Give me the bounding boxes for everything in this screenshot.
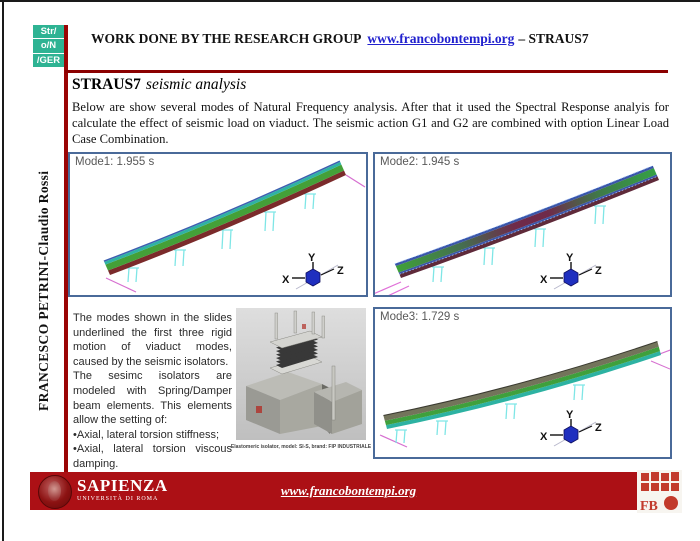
- mode2-panel: [373, 152, 672, 297]
- mode3-panel: [373, 307, 672, 459]
- header-link[interactable]: www.francobontempi.org: [367, 31, 515, 46]
- sapienza-name: SAPIENZA: [77, 476, 168, 495]
- isolator-caption: Elastomeric isolator, model: SI-S, brand: FIP INDUSTRIALE: [230, 444, 372, 450]
- author-sidebar: FRANCESCO PETRINI-Claudio Rossi: [36, 170, 51, 412]
- mode2-viaduct-model: [375, 154, 670, 295]
- isolator-photo: [236, 308, 366, 440]
- isolator-paragraph: The sesimc isolators are modeled with Spring/Damper beam elements. This elements allow the setting of:: [73, 370, 232, 427]
- axis-x-label: X: [540, 274, 548, 286]
- header-title-suffix: – STRAUS7: [518, 31, 589, 46]
- mode3-label: Mode3: 1.729 s: [380, 311, 460, 323]
- mode1-panel: [68, 152, 368, 297]
- axis-triad: [538, 252, 608, 294]
- axis-y-label: Y: [566, 409, 574, 421]
- mode3-viaduct-model: [375, 309, 670, 457]
- isolator-paragraph: The modes shown in the slides underlined the first three rigid motion of viaduct modes, caused by the seismic isolators.: [73, 312, 232, 368]
- sapienza-subtitle: UNIVERSITÀ DI ROMA: [77, 496, 159, 502]
- axis-x-label: X: [282, 274, 290, 286]
- slide-border-left: [2, 0, 4, 541]
- axis-x-label: X: [540, 431, 548, 443]
- axis-z-label: Z: [337, 265, 344, 277]
- stronger-logo-line: Str/: [33, 25, 64, 39]
- axis-z-label: Z: [595, 422, 602, 434]
- header-title-text: WORK DONE BY THE RESEARCH GROUP: [91, 31, 362, 46]
- fb-stamp-letters: FB: [640, 499, 658, 513]
- stronger-logo-line: /GER: [36, 54, 61, 66]
- isolator-bullet: •Axial, lateral torsion stiffness;: [73, 428, 220, 441]
- axis-y-label: Y: [566, 252, 574, 264]
- slide-border-top: [0, 0, 700, 2]
- footer-bar: [30, 472, 667, 513]
- mode2-label: Mode2: 1.945 s: [380, 156, 460, 168]
- intro-paragraph: Below are show several modes of Natural Frequency analysis. After that it used the Spectral Response analyis for calculate the effect of seismic load on viaduct. The seismic action G1 and G2 are combined with option Linear Load Case Combination.: [72, 100, 669, 146]
- stronger-logo: [33, 25, 64, 67]
- header-red-rule: [65, 70, 668, 73]
- stronger-logo-line: o/N: [33, 39, 64, 53]
- axis-y-label: Y: [308, 252, 316, 264]
- fb-stamp-icon: [637, 470, 682, 513]
- isolator-bullet: •Axial, lateral torsion viscous damping.: [73, 443, 232, 470]
- axis-triad: [280, 252, 350, 294]
- mode1-label: Mode1: 1.955 s: [75, 156, 155, 168]
- axis-triad: [538, 409, 608, 451]
- axis-z-label: Z: [595, 265, 602, 277]
- page-title-main: STRAUS7: [72, 76, 141, 93]
- page-title-sub: seismic analysis: [145, 76, 247, 93]
- footer-link[interactable]: www.francobontempi.org: [280, 483, 417, 498]
- isolator-render: [236, 308, 366, 440]
- isolator-text-block: [73, 311, 232, 472]
- page-title: [72, 76, 246, 94]
- header-title: [91, 31, 671, 47]
